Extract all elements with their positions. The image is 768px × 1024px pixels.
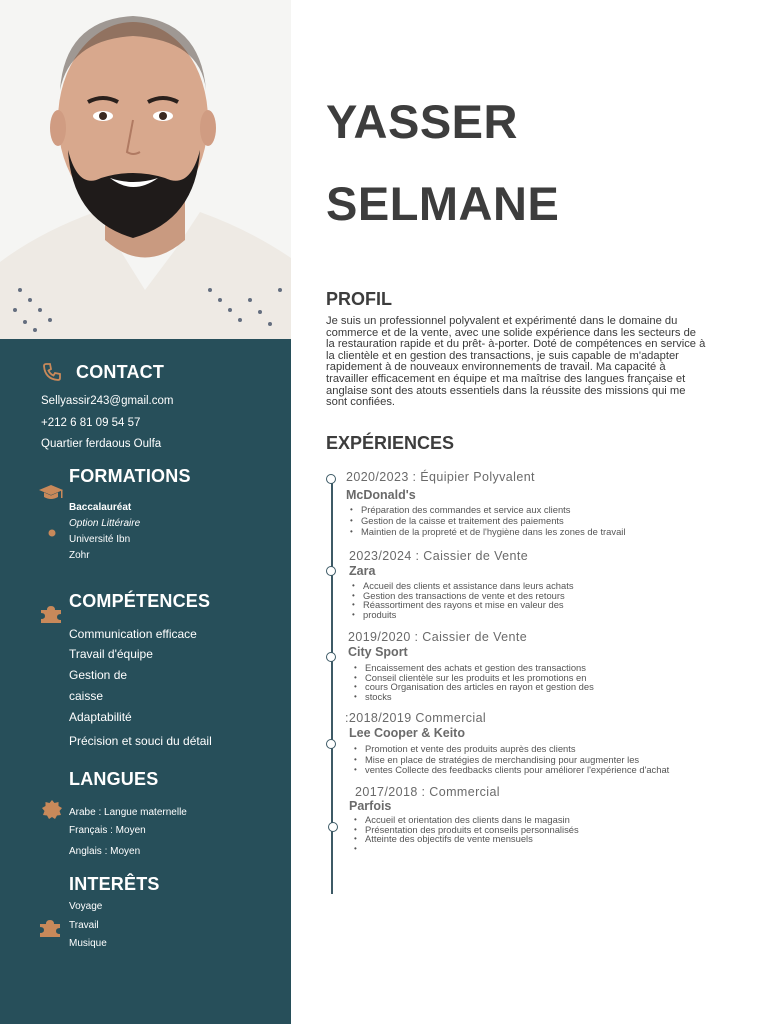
experience-company: Lee Cooper & Keito <box>349 726 465 740</box>
competence-item: Adaptabilité <box>69 710 132 724</box>
experience-date: :2018/2019 Commercial <box>345 711 487 725</box>
formation-school-line1: Université Ibn <box>69 534 131 545</box>
experiences-title: EXPÉRIENCES <box>326 433 455 453</box>
interet-item: Voyage <box>69 901 103 912</box>
competence-item: Travail d'équipe <box>69 647 153 661</box>
experience-company: McDonald's <box>346 488 416 502</box>
competence-item: caisse <box>69 689 104 703</box>
competence-item: Précision et souci du détail <box>69 734 212 748</box>
langue-item: Anglais : Moyen <box>69 846 141 857</box>
experience-bullets <box>352 663 594 701</box>
experience-date: 2019/2020 : Caissier de Vente <box>348 630 528 644</box>
experience-date: 2020/2023 : Équipier Polyvalent <box>346 470 535 484</box>
experience-company: Zara <box>349 564 376 578</box>
formations-title: FORMATIONS <box>69 466 191 486</box>
contact-address: Quartier ferdaous Oulfa <box>41 438 162 450</box>
formation-option: Option Littéraire <box>69 518 141 529</box>
experience-bullets <box>352 744 669 775</box>
experience-bullets <box>348 505 625 537</box>
first-name: YASSER <box>326 95 518 148</box>
puzzle-icon <box>39 920 61 942</box>
graduation-cap-icon <box>38 484 64 507</box>
langues-title: LANGUES <box>69 769 159 789</box>
list-item: • Réassortiment des rayons et mise en valeur des <box>350 600 574 610</box>
timeline-dot <box>326 739 336 749</box>
profil-text: Je suis un professionnel polyvalent et expérimenté dans le domaine du commerce et de la vente, avec une solide expérience dans les secteurs de la restauration rapide et du prêt- à-porter. Doté de compétences en service à la clientèle et en gestion des transactions, je suis capable de m'adapter rapidement à de nouveaux environnements de travail. Ma capacité à travailler efficacement en équipe et ma maîtrise des langues française et anglaise sont des atouts essentiels dans la réussite des missions qui me sont confiées. <box>326 315 706 409</box>
competence-item: Communication efficace <box>69 627 197 641</box>
list-item: • Mise en place de stratégies de merchandising pour augmenter les <box>352 755 669 765</box>
puzzle-icon <box>40 606 62 628</box>
list-item: • ventes Collecte des feedbacks clients pour améliorer l'expérience d'achat <box>352 765 669 775</box>
badge-icon <box>42 800 62 825</box>
langue-item: Français : Moyen <box>69 825 146 836</box>
competences-title: COMPÉTENCES <box>69 591 211 611</box>
list-item: • Préparation des commandes et service aux clients <box>348 505 625 515</box>
profile-photo <box>0 0 291 339</box>
list-item: • Promotion et vente des produits auprès des clients <box>352 744 669 754</box>
formation-school-line2: Zohr <box>69 550 90 561</box>
interet-item: Musique <box>69 938 107 949</box>
timeline-dot <box>326 566 336 576</box>
list-item <box>352 844 579 854</box>
experience-date: 2023/2024 : Caissier de Vente <box>349 549 529 563</box>
experience-company: City Sport <box>348 645 408 659</box>
contact-phone[interactable]: +212 6 81 09 54 57 <box>41 417 141 429</box>
formation-degree: Baccalauréat <box>69 502 132 513</box>
contact-email[interactable]: Sellyassir243@gmail.com <box>41 395 174 407</box>
timeline-dot <box>326 652 336 662</box>
list-item: • Atteinte des objectifs de vente mensuels <box>352 834 579 844</box>
list-item: • Conseil clientèle sur les produits et les promotions en <box>352 673 594 683</box>
list-item: • Encaissement des achats et gestion des transactions <box>352 663 594 673</box>
profil-title: PROFIL <box>326 289 392 309</box>
list-item: • Présentation des produits et conseils personnalisés <box>352 825 579 835</box>
interet-item: Travail <box>69 920 99 931</box>
last-name: SELMANE <box>326 177 560 230</box>
timeline-dot <box>326 474 336 484</box>
phone-icon <box>42 362 62 387</box>
list-item: • Accueil et orientation des clients dans le magasin <box>352 815 579 825</box>
list-item: • produits <box>350 610 574 620</box>
interets-title: INTERÊTS <box>69 874 160 894</box>
list-item: • Gestion des transactions de vente et des retours <box>350 591 574 601</box>
experience-date: 2017/2018 : Commercial <box>355 785 500 799</box>
bullet-dot-icon <box>48 524 56 542</box>
list-item: • Accueil des clients et assistance dans leurs achats <box>350 581 574 591</box>
list-item: • Gestion de la caisse et traitement des paiements <box>348 516 625 526</box>
experience-bullets <box>352 815 579 853</box>
list-item: • cours Organisation des articles en rayon et gestion des <box>352 682 594 692</box>
contact-title: CONTACT <box>76 362 165 382</box>
experience-company: Parfois <box>349 799 392 813</box>
list-item: • stocks <box>352 692 594 702</box>
list-item: • Maintien de la propreté et de l'hygiène dans les zones de travail <box>348 527 625 537</box>
timeline-dot <box>328 822 338 832</box>
langue-item: Arabe : Langue maternelle <box>69 807 187 818</box>
competence-item: Gestion de <box>69 668 128 682</box>
experience-bullets <box>350 581 574 619</box>
